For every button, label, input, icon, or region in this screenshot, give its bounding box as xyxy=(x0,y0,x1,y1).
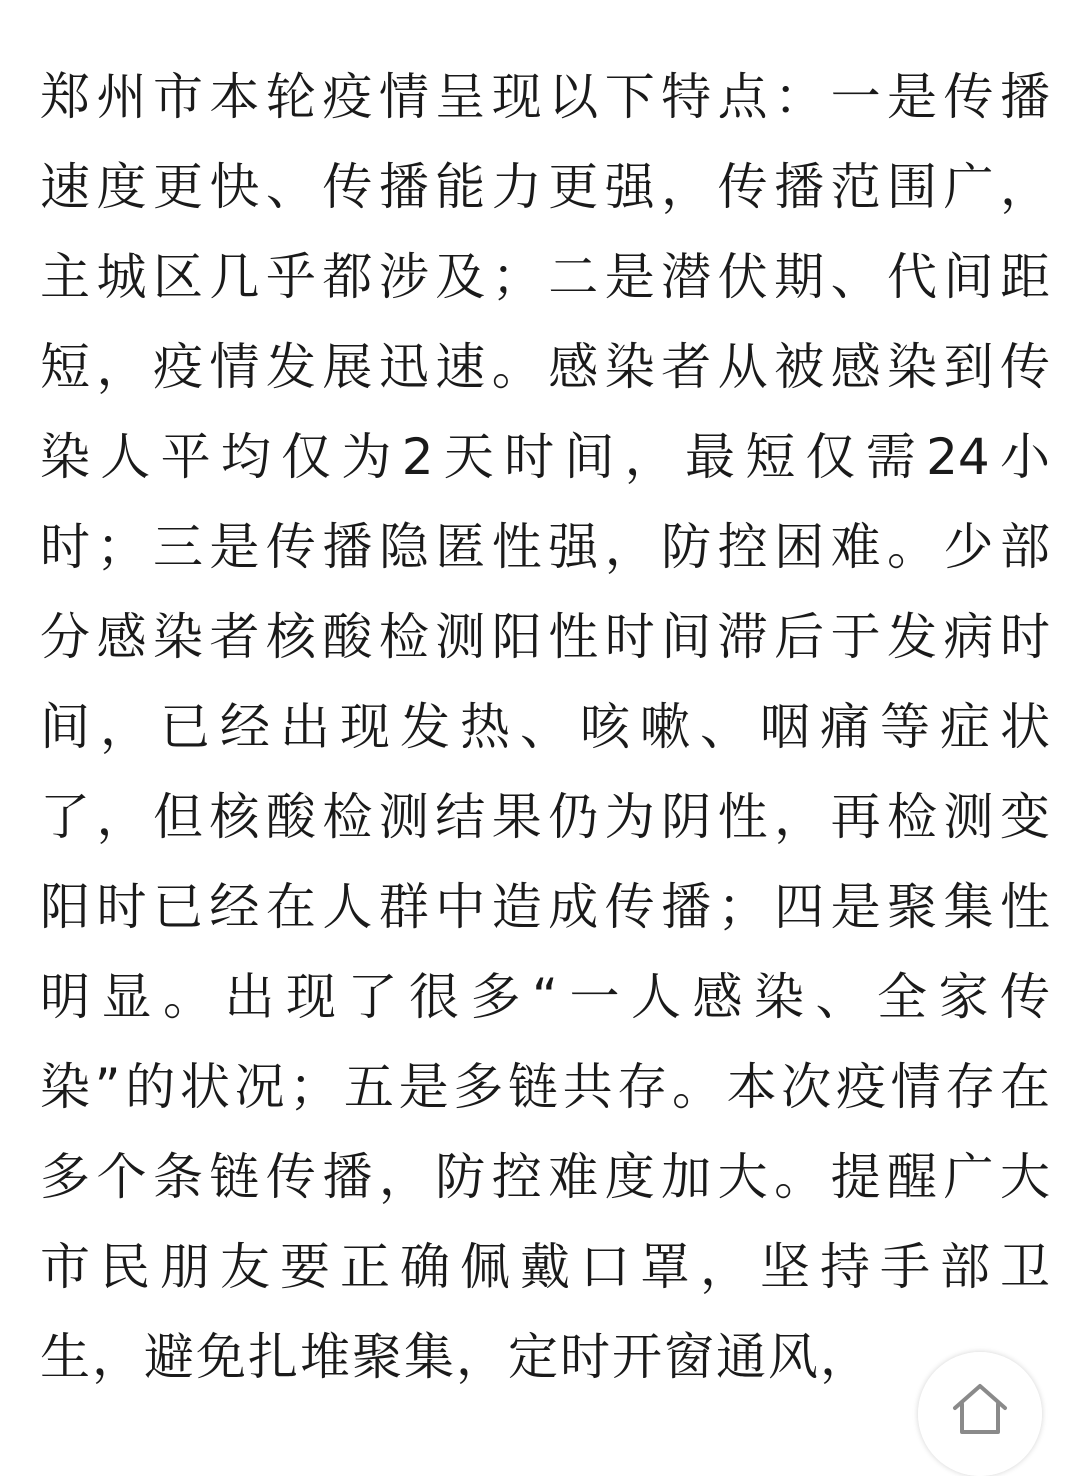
article-line-9: 了，但核酸检测结果仍为阴性，再检测变 xyxy=(40,788,1050,846)
home-button[interactable] xyxy=(918,1352,1042,1476)
article-line-2: 速度更快、传播能力更强，传播范围广， xyxy=(40,158,1050,216)
article-line-15: 生，避免扎堆聚集，定时开窗通风， xyxy=(40,1328,872,1386)
article-line-14: 市民朋友要正确佩戴口罩，坚持手部卫 xyxy=(40,1238,1050,1296)
article-line-10: 阳时已经在人群中造成传播；四是聚集性 xyxy=(40,878,1050,936)
article-line-6: 时；三是传播隐匿性强，防控困难。少部 xyxy=(40,518,1050,576)
article-line-11: 明显。出现了很多“一人感染、全家传 xyxy=(40,968,1050,1026)
article-line-8: 间，已经出现发热、咳嗽、咽痛等症状 xyxy=(40,698,1050,756)
article-line-5: 染人平均仅为2天时间，最短仅需24小 xyxy=(40,428,1050,486)
article-line-7: 分感染者核酸检测阳性时间滞后于发病时 xyxy=(40,608,1050,666)
article-line-1: 郑州市本轮疫情呈现以下特点：一是传播 xyxy=(40,68,1050,126)
article-line-12: 染”的状况；五是多链共存。本次疫情存在 xyxy=(40,1058,1050,1116)
article-body xyxy=(40,52,1050,1402)
article-line-3: 主城区几乎都涉及；二是潜伏期、代间距 xyxy=(40,248,1050,306)
article-line-4: 短，疫情发展迅速。感染者从被感染到传 xyxy=(40,338,1050,396)
home-icon xyxy=(951,1382,1009,1436)
article-line-13: 多个条链传播，防控难度加大。提醒广大 xyxy=(40,1148,1050,1206)
